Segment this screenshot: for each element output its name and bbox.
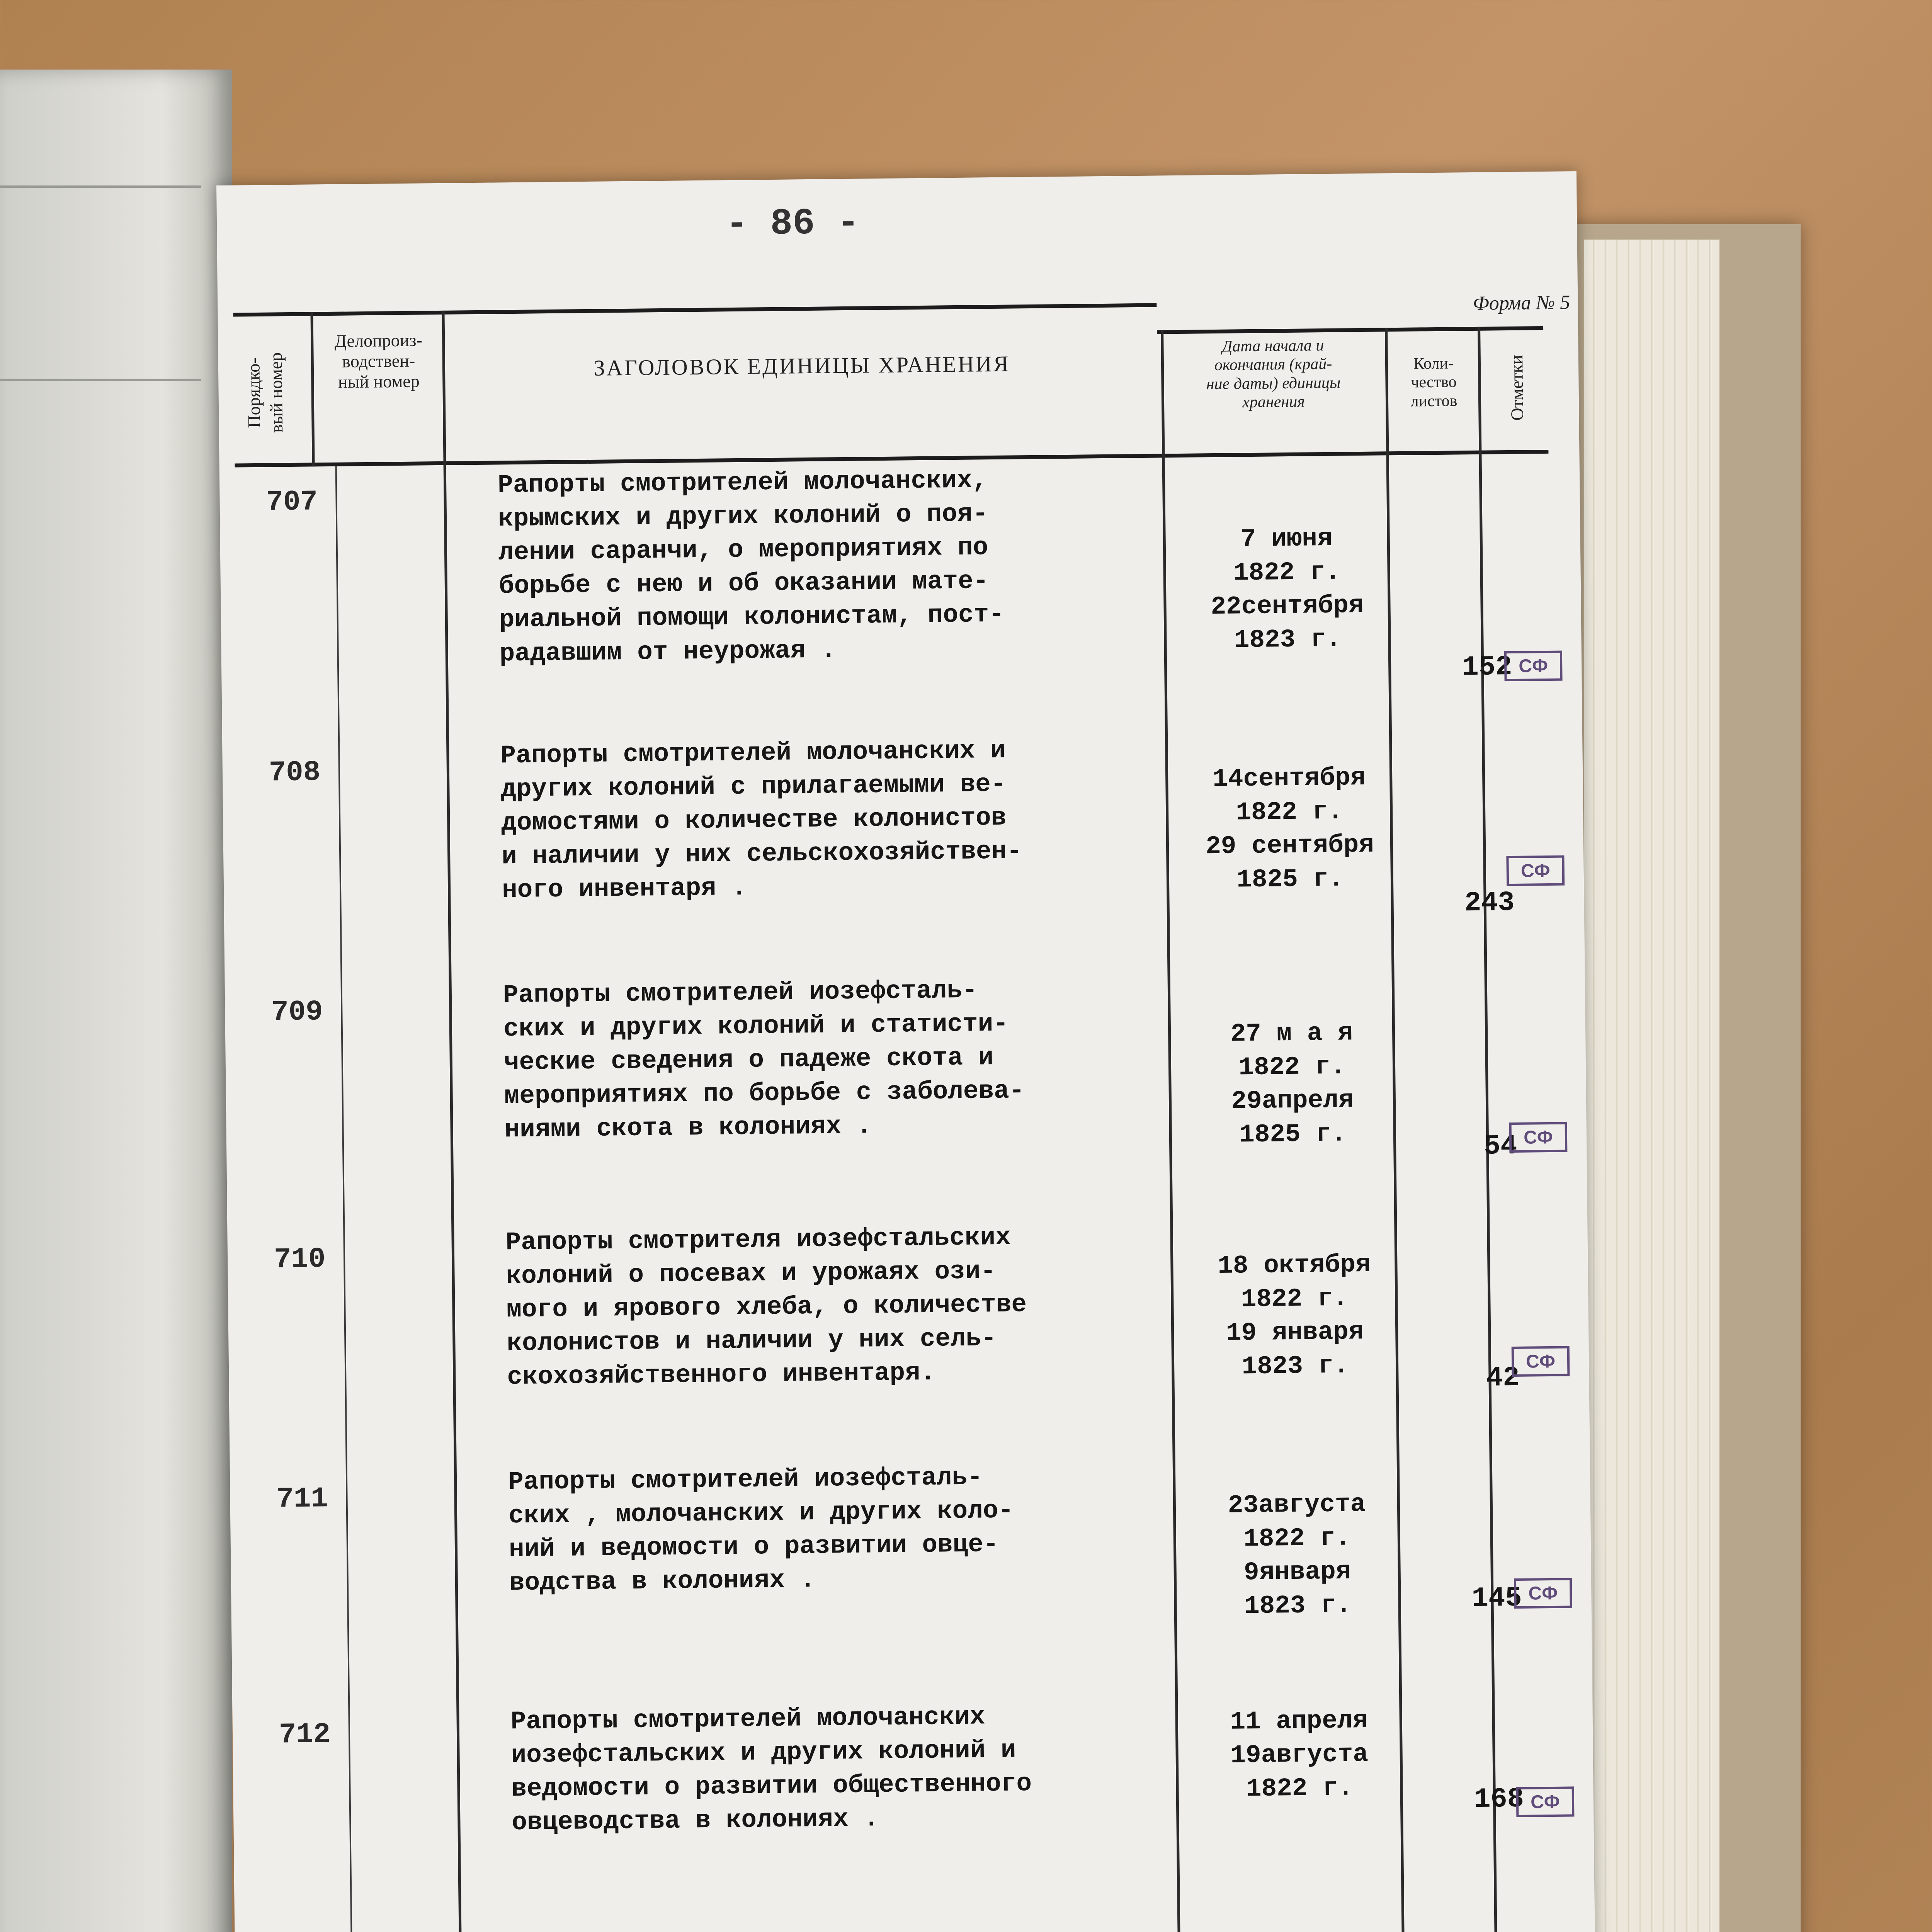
row-number: 709 bbox=[271, 996, 323, 1029]
header-marks: Отметки bbox=[1507, 355, 1527, 421]
left-page-rule bbox=[0, 379, 201, 381]
row-title: Рапорты смотрителей иозефсталь- ских и других колоний и статисти- ческие сведения о падеже скота и мероприятиях по борьбе с заболева- ниями скота в колониях . bbox=[503, 976, 1025, 1145]
row-dates: 18 октября 1822 г. 19 января 1823 г. bbox=[1217, 1250, 1371, 1381]
row-sheet-count: 42 bbox=[1486, 1362, 1520, 1394]
column-divider bbox=[310, 312, 315, 466]
row-title: Рапорты смотрителей молочанских и других колоний с прилагаемыми ве- домостями о количестве колонистов и наличии у них сельскохозяйствен- ного инвентаря . bbox=[500, 736, 1022, 905]
header-count: Коли- чество листов bbox=[1410, 354, 1458, 410]
column-divider bbox=[1478, 327, 1501, 1932]
header-serial bbox=[242, 335, 288, 451]
row-sheet-count: 145 bbox=[1471, 1582, 1522, 1615]
sf-stamp: СФ bbox=[1514, 1578, 1572, 1609]
page-number: - 86 - bbox=[725, 202, 860, 246]
row-title: Рапорты смотрителей молочанских, крымских и других колоний о поя- лении саранчи, о мероприятиях по борьбе с нею и об оказании мате- риальной помощи колонистам, пост- радавшим от неурожая . bbox=[497, 466, 1005, 668]
left-book-page bbox=[0, 70, 232, 1932]
row-sheet-count: 54 bbox=[1483, 1130, 1517, 1162]
sf-stamp: СФ bbox=[1504, 651, 1563, 682]
sf-stamp: СФ bbox=[1512, 1346, 1570, 1377]
row-sheet-count: 152 bbox=[1462, 651, 1512, 684]
row-title: Рапорты смотрителя иозефстальских колоний о посевах и урожаях ози- мого и ярового хлеба, о количестве колонистов и наличии у них сель- скохозяйственного инвентаря. bbox=[505, 1223, 1027, 1392]
header-dates: Дата начала и окончания (край- ние даты) единицы хранения bbox=[1206, 337, 1341, 412]
row-title: Рапорты смотрителей иозефсталь- ских , молочанских и других коло- ний и ведомости о развитии овце- водства в колониях . bbox=[508, 1463, 1014, 1598]
header-office: Делопроиз- водствен- ный номер bbox=[334, 330, 422, 392]
sf-stamp: СФ bbox=[1506, 855, 1565, 886]
row-dates: 23августа 1822 г. 9января 1823 г. bbox=[1228, 1490, 1366, 1621]
row-number: 708 bbox=[269, 756, 321, 789]
row-dates: 14сентября 1822 г. 29 сентября 1825 г. bbox=[1205, 763, 1374, 895]
row-sheet-count: 243 bbox=[1464, 886, 1515, 919]
table-top-rule-right bbox=[1157, 326, 1543, 334]
table-top-rule bbox=[233, 303, 1156, 317]
sf-stamp: СФ bbox=[1516, 1786, 1575, 1817]
header-serial-text: Порядко- вый номер bbox=[243, 352, 286, 433]
row-dates: 11 апреля 19августа 1822 г. bbox=[1230, 1706, 1369, 1804]
row-sheet-count: 168 bbox=[1473, 1783, 1524, 1816]
row-number: 712 bbox=[279, 1718, 331, 1752]
column-divider bbox=[442, 311, 466, 1932]
header-title: ЗАГОЛОВОК ЕДИНИЦЫ ХРАНЕНИЯ bbox=[594, 351, 1010, 381]
page-stack-edge bbox=[1584, 240, 1719, 1932]
form-label: Форма № 5 bbox=[1473, 291, 1570, 315]
left-page-rule bbox=[0, 185, 201, 188]
row-dates: 7 июня 1822 г. 22сентября 1823 г. bbox=[1211, 524, 1364, 655]
row-number: 707 bbox=[266, 486, 318, 519]
row-number: 710 bbox=[274, 1243, 326, 1276]
inventory-page bbox=[216, 171, 1600, 1932]
row-number: 711 bbox=[276, 1483, 328, 1516]
column-divider bbox=[335, 466, 357, 1932]
row-title: Рапорты смотрителей молочанских иозефстальских и других колоний и ведомости о развитии общественного овцеводства в колониях . bbox=[510, 1702, 1032, 1837]
sf-stamp: СФ bbox=[1509, 1122, 1568, 1153]
row-dates: 27 м а я 1822 г. 29апреля 1825 г. bbox=[1230, 1018, 1354, 1150]
